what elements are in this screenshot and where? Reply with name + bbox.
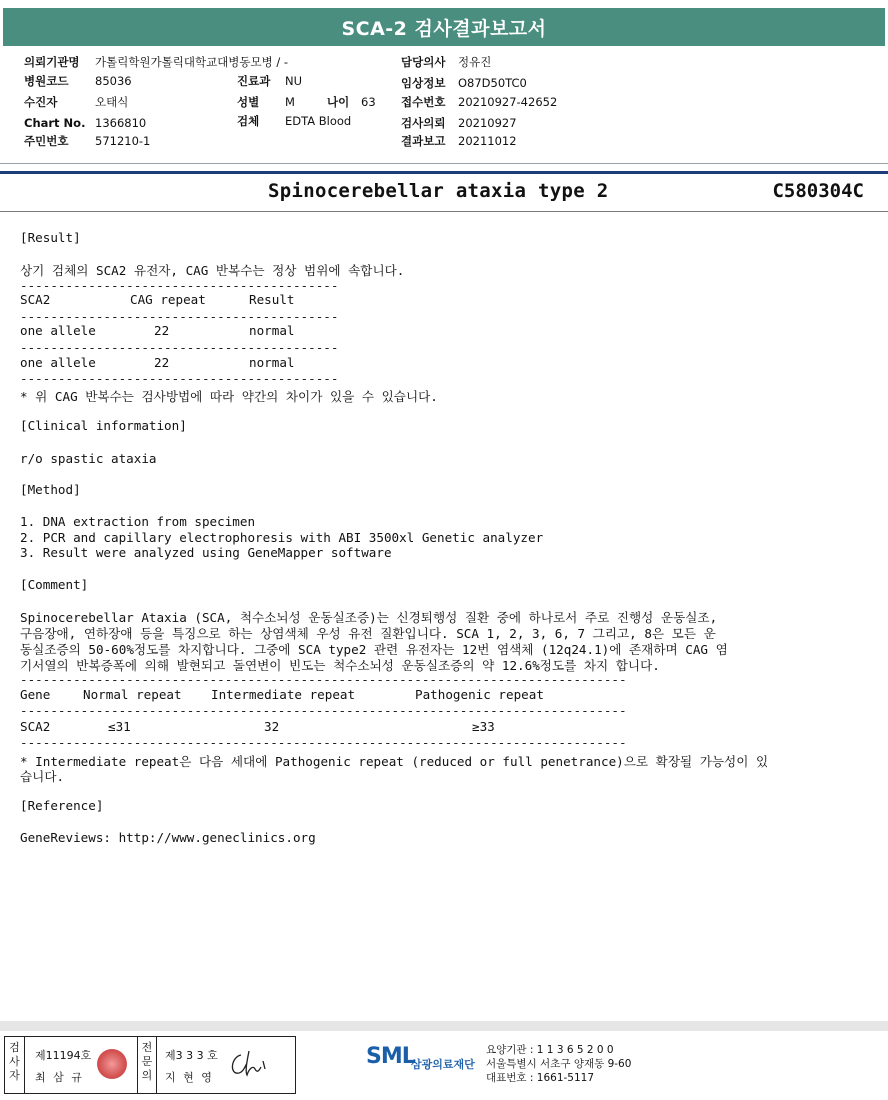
method-step: 1. DNA extraction from specimen xyxy=(20,514,256,529)
info-value: 정유진 xyxy=(458,55,492,69)
result-header-cag: CAG repeat xyxy=(130,292,206,307)
info-label: 주민번호 xyxy=(24,134,69,148)
info-value: M xyxy=(285,95,295,109)
comment-line: 구음장애, 연하장애 등을 특징으로 하는 상염색체 우성 유전 질환입니다. SCA 1, 2, 3, 6, 7 그리고, 8은 모든 운 xyxy=(20,626,716,641)
info-value: 1366810 xyxy=(95,116,147,130)
info-label: 검체 xyxy=(237,114,260,128)
reviewer-vertical-label: 전 문 의 xyxy=(137,1037,157,1093)
logo-text: SML xyxy=(366,1044,415,1069)
info-label: 수진자 xyxy=(24,95,58,109)
footer-band xyxy=(0,1021,888,1031)
table-rule: -------------------------------------------------------------------------------- xyxy=(20,703,627,718)
table-cell: 32 xyxy=(264,719,280,734)
info-value: NU xyxy=(285,74,303,88)
comment-line: Spinocerebellar Ataxia (SCA, 척수소뇌성 운동실조증)는 신경퇴행성 질환 중에 하나로서 주로 진행성 운동실조, xyxy=(20,610,718,625)
info-value: 571210-1 xyxy=(95,134,151,148)
repeat-header-gene: Gene xyxy=(20,687,51,702)
table-rule: ------------------------------------------ xyxy=(20,309,339,324)
info-label: 임상정보 xyxy=(401,76,446,90)
inspector-name: 최 삼 규 xyxy=(35,1071,84,1084)
divider xyxy=(0,211,888,212)
info-value: 20211012 xyxy=(458,134,517,148)
inspector-number: 제11194호 xyxy=(35,1049,92,1062)
patient-info xyxy=(0,54,888,154)
result-header-result: Result xyxy=(249,292,295,307)
table-cell: 22 xyxy=(154,355,170,370)
info-label: Chart No. xyxy=(24,116,86,130)
table-rule: -------------------------------------------------------------------------------- xyxy=(20,735,627,750)
table-cell: ≥33 xyxy=(472,719,495,734)
clinical-text: r/o spastic ataxia xyxy=(20,451,157,466)
comment-line: 동실조증의 50-60%정도를 차지합니다. 그중에 SCA type2 관련 유전자는 12번 염색체 (12q24.1)에 존재하며 CAG 염 xyxy=(20,642,728,657)
repeat-header-pathogenic: Pathogenic repeat xyxy=(415,687,544,702)
table-cell: one allele xyxy=(20,323,96,338)
info-value: 63 xyxy=(361,95,376,109)
info-label: 결과보고 xyxy=(401,134,446,148)
divider xyxy=(0,163,888,164)
org-address xyxy=(486,1043,631,1085)
table-cell: normal xyxy=(249,323,295,338)
test-code: C580304C xyxy=(772,180,864,202)
info-value: 20210927 xyxy=(458,116,517,130)
reference-link[interactable]: GeneReviews: http://www.geneclinics.org xyxy=(20,830,316,845)
info-value: 가톨릭학원가톨릭대학교대병동모병 / - xyxy=(95,55,289,69)
seal-stamp-icon xyxy=(97,1049,127,1079)
table-cell: 22 xyxy=(154,323,170,338)
info-label: 나이 xyxy=(327,95,350,109)
info-label: 성별 xyxy=(237,95,260,109)
info-label: 병원코드 xyxy=(24,74,69,88)
comment-line: 기서열의 반복증폭에 의해 발현되고 돌연변이 빈도는 척수소뇌성 운동실조증의 약 12.6%정도를 차지 합니다. xyxy=(20,658,660,673)
test-name: Spinocerebellar ataxia type 2 xyxy=(268,180,609,202)
address-line: 요양기관 : 1 1 3 6 5 2 0 0 xyxy=(486,1044,614,1056)
info-label: 담당의사 xyxy=(401,55,446,69)
table-rule: ------------------------------------------ xyxy=(20,278,339,293)
signature-icon xyxy=(227,1047,271,1083)
info-value: 85036 xyxy=(95,74,132,88)
sml-logo xyxy=(366,1044,475,1071)
repeat-header-intermediate: Intermediate repeat xyxy=(211,687,356,702)
comment-heading: [Comment] xyxy=(20,577,89,592)
method-heading: [Method] xyxy=(20,482,81,497)
info-label: 접수번호 xyxy=(401,95,446,109)
table-rule: ------------------------------------------ xyxy=(20,340,339,355)
table-cell: one allele xyxy=(20,355,96,370)
comment-note: * Intermediate repeat은 다음 세대에 Pathogenic repeat (reduced or full penetrance)으로 확장될 가능성이 있 xyxy=(20,754,769,769)
info-value: 오태식 xyxy=(95,95,129,109)
method-step: 3. Result were analyzed using GeneMapper software xyxy=(20,545,392,560)
result-note: * 위 CAG 반복수는 검사방법에 따라 약간의 차이가 있을 수 있습니다. xyxy=(20,389,438,404)
info-label: 진료과 xyxy=(237,74,271,88)
result-header-gene: SCA2 xyxy=(20,292,51,307)
address-line: 대표번호 : 1661-5117 xyxy=(486,1072,595,1084)
table-cell: ≤31 xyxy=(108,719,131,734)
result-summary: 상기 검체의 SCA2 유전자, CAG 반복수는 정상 범위에 속합니다. xyxy=(20,263,405,278)
table-cell: SCA2 xyxy=(20,719,51,734)
info-value: EDTA Blood xyxy=(285,114,352,128)
reference-heading: [Reference] xyxy=(20,798,104,813)
info-label: 검사의뢰 xyxy=(401,116,446,130)
info-value: O87D50TC0 xyxy=(458,76,527,90)
report-title: SCA-2 검사결과보고서 xyxy=(3,8,885,46)
table-rule: ------------------------------------------ xyxy=(20,371,339,386)
reviewer-number: 제3 3 3 호 xyxy=(165,1049,218,1062)
info-value: 20210927-42652 xyxy=(458,95,558,109)
inspector-vertical-label: 검 사 자 xyxy=(5,1037,25,1093)
address-line: 서울특별시 서초구 양재동 9-60 xyxy=(486,1058,632,1070)
result-heading: [Result] xyxy=(20,230,81,245)
divider xyxy=(0,171,888,174)
table-rule: -------------------------------------------------------------------------------- xyxy=(20,672,627,687)
clinical-heading: [Clinical information] xyxy=(20,418,187,433)
reviewer-name: 지 현 영 xyxy=(165,1071,214,1084)
info-label: 의뢰기관명 xyxy=(24,55,80,69)
signature-box xyxy=(4,1036,296,1094)
comment-note: 습니다. xyxy=(20,769,65,784)
org-name: 삼광의료재단 xyxy=(411,1058,475,1071)
method-step: 2. PCR and capillary electrophoresis with ABI 3500xl Genetic analyzer xyxy=(20,530,544,545)
table-cell: normal xyxy=(249,355,295,370)
repeat-header-normal: Normal repeat xyxy=(83,687,182,702)
